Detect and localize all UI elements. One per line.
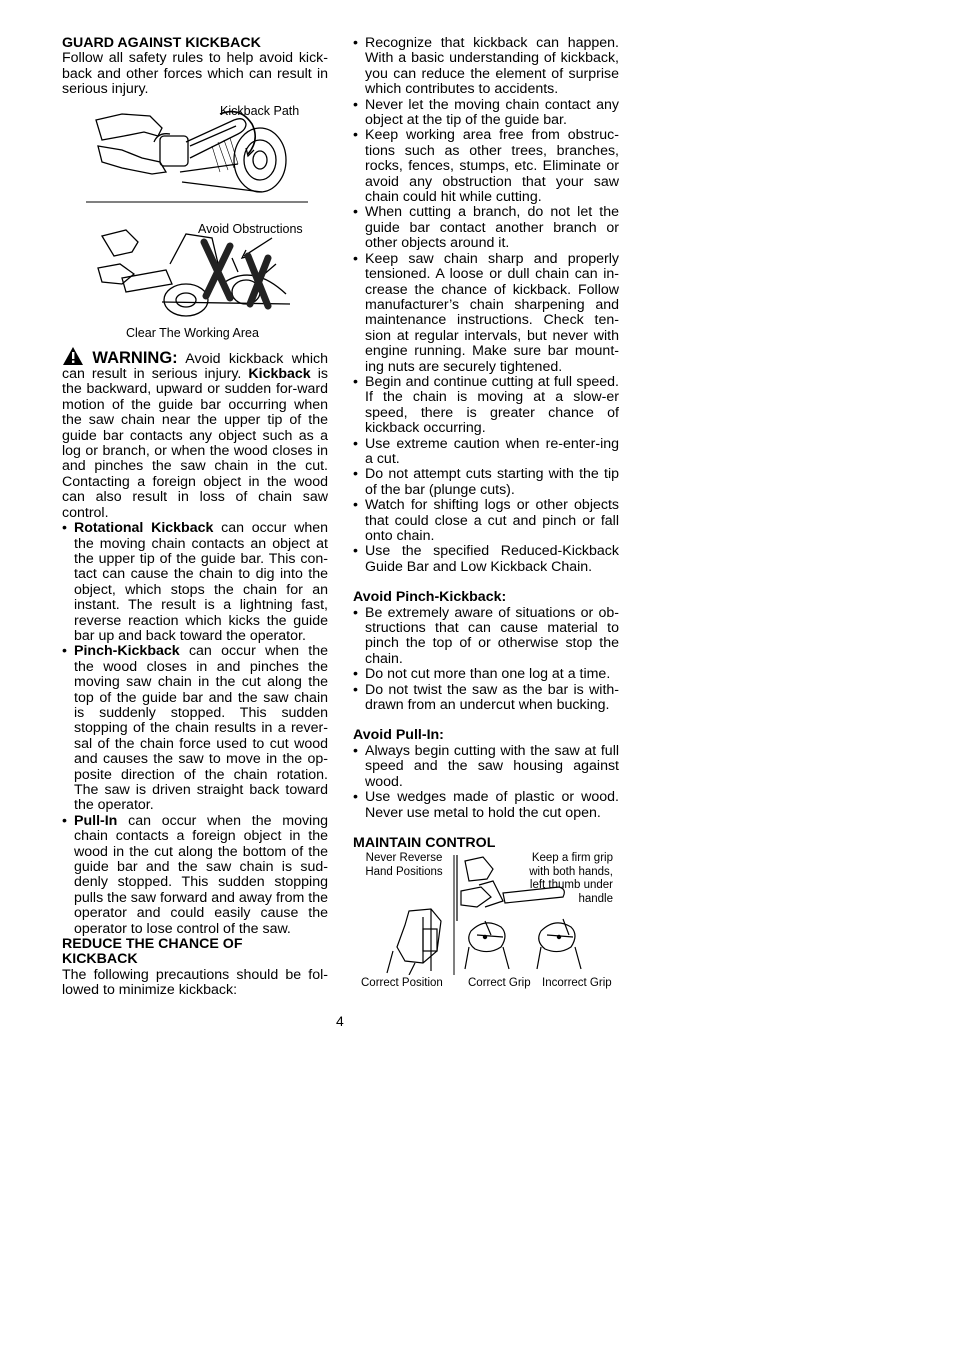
- intro-text: Follow all safety rules to help avoid kick-back and other forces which can result in serious injury.: [62, 50, 328, 98]
- precautions-list: [353, 36, 619, 575]
- maintain-control-heading: MAINTAIN CONTROL: [353, 834, 496, 851]
- obstructions-figure: [62, 212, 328, 344]
- list-item: • Do not attempt cuts starting with the tip of the bar (plunge cuts).: [353, 466, 619, 498]
- warning-text-2: is the backward, upward or sudden for-ward motion of the guide bar occurring when the saw chain near the upper tip of the guide bar contacts any object such as a log or branch, or when the wood closes in and pinches the saw chain in the cut. Contacting a foreign object in the wood can also result in loss of chain saw control.: [62, 366, 328, 521]
- pinch-heading: Avoid Pinch-Kickback:: [353, 589, 507, 606]
- left-column: [62, 36, 328, 999]
- list-item: • Use the specified Reduced-Kickback Guide Bar and Low Kickback Chain.: [353, 543, 619, 575]
- list-item: • Watch for shifting logs or other objects that could close a cut and pinch or fall onto chain.: [353, 497, 619, 544]
- page-number: 4: [336, 1013, 344, 1029]
- list-item: • Begin and continue cutting at full speed. If the chain is moving at a slow-er speed, there is greater chance of kickback occurring.: [353, 373, 619, 437]
- list-item: • Always begin cutting with the saw at full speed and the saw housing against wood.: [353, 742, 619, 790]
- clear-working-area-caption: Clear The Working Area: [126, 325, 259, 340]
- list-item: • Use wedges made of plastic or wood. Never use metal to hold the cut open.: [353, 789, 619, 821]
- pinch-list: [353, 606, 619, 714]
- list-item: • Do not cut more than one log at a time.: [353, 666, 611, 683]
- kickback-path-label: Kickback Path: [220, 103, 300, 118]
- list-item: • Recognize that kickback can happen. With a basic understanding of kickback, you can reduce the element of surprise which contributes to accidents.: [353, 35, 619, 98]
- warning-triangle-icon: [62, 346, 84, 366]
- reduce-heading-1: REDUCE THE CHANCE OF: [62, 936, 243, 953]
- list-item: • Rotational Kickback can occur when the moving chain contacts an object at the upper tip of the guide bar. This con-tact can cause the chain to dig into the object, which stops the chain for an instant. The result is a lightning fast, reverse reaction which kicks the guide bar up and back toward the operator.: [62, 520, 329, 644]
- keep-grip-caption: Keep a firm grip with both hands, left thumb under handle: [529, 852, 613, 905]
- correct-position-caption: Correct Position: [361, 977, 443, 990]
- avoid-obstructions-label: Avoid Obstructions: [198, 221, 303, 236]
- list-item: • Pull-In can occur when the moving chain contacts a foreign object in the wood in the cut along the bottom of the guide bar and the saw chain is sud-denly stopped. This sudden stopping pulls the saw forward and away from the operator and could easily cause the operator to lose control of the saw.: [62, 812, 328, 937]
- kickback-bold: Kickback: [248, 366, 311, 383]
- list-item: • Keep saw chain sharp and properly tensioned. A loose or dull chain can in-crease the chance of kickback. Follow manufacturer’s chain sharpening and maintenance instructions. Check ten-sion at regular intervals, but never with engine running. Make sure bar mount-ing nuts are securely tightened.: [353, 250, 619, 375]
- correct-grip-caption: Correct Grip: [468, 977, 531, 990]
- pull-list: [353, 744, 619, 821]
- right-column: [353, 36, 619, 1001]
- maintain-control-figure: [353, 851, 619, 1001]
- hand-position-illustration: [353, 851, 619, 975]
- list-item: • Never let the moving chain contact any object at the tip of the guide bar.: [353, 96, 619, 129]
- warning-block: [62, 346, 328, 521]
- incorrect-grip-caption: Incorrect Grip: [542, 977, 612, 990]
- kickback-types-list: [62, 521, 328, 937]
- list-item: • Pinch-Kickback can occur when the the wood closes in and pinches the moving saw chain in the cut along the top of the guide bar and the saw chain is suddenly stopped. This sudden stopping of the chain results in a rever-sal of the chain force used to cut wood and causes the saw to move in the op-posite direction of the chain rotation. The saw is driven straight back toward the operator.: [62, 643, 328, 814]
- never-reverse-caption: Never Reverse Hand Positions: [365, 852, 443, 878]
- list-item: • When cutting a branch, do not let the guide bar contact another branch or other objects around it.: [353, 204, 619, 252]
- warning-text-1: Avoid kickback which can result in serious injury.: [62, 350, 328, 383]
- kickback-figure: [62, 102, 328, 206]
- section-heading-kickback: GUARD AGAINST KICKBACK: [62, 35, 261, 51]
- list-item: • Do not twist the saw as the bar is with-drawn from an undercut when bucking.: [353, 681, 619, 714]
- list-item: • Be extremely aware of situations or ob-structions that can cause material to pinch the top of or otherwise stop the chain.: [353, 604, 619, 667]
- list-item: • Keep working area free from obstruc-tions such as other trees, branches, rocks, fences, stumps, etc. Eliminate or avoid any obstruction that your saw chain could hit while cutting.: [353, 127, 619, 206]
- warning-word: WARNING:: [92, 348, 178, 367]
- reduce-heading-2: KICKBACK: [62, 951, 138, 968]
- list-item: • Use extreme caution when re-enter-ing a cut.: [353, 435, 619, 467]
- reduce-text: The following precautions should be fol-lowed to minimize kickback:: [62, 966, 328, 999]
- pull-heading: Avoid Pull-In:: [353, 727, 444, 744]
